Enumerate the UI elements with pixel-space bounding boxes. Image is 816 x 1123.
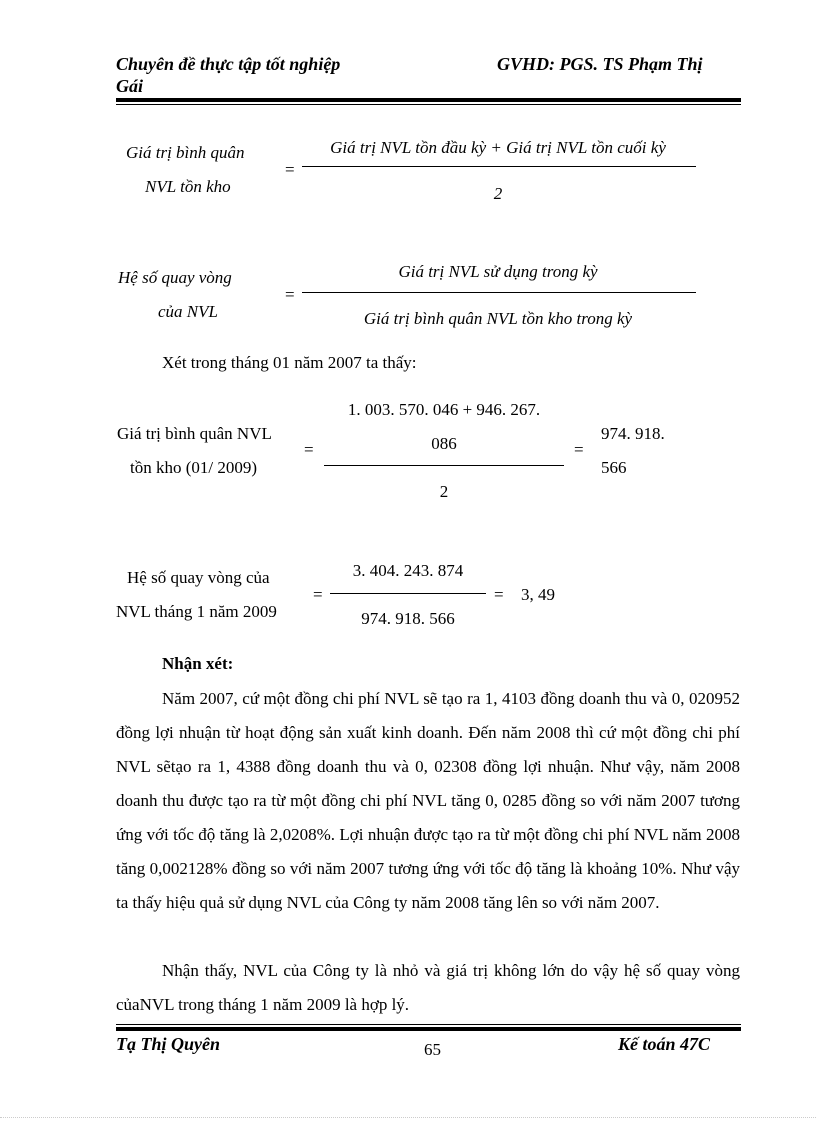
calc2-numerator: 3. 404. 243. 874: [352, 561, 464, 580]
intro-text: Xét trong tháng 01 năm 2007 ta thấy:: [162, 353, 417, 372]
formula1-equals: =: [285, 160, 295, 179]
header-title-continued: Gái: [116, 76, 143, 96]
formula1-fraction-bar: [302, 166, 696, 167]
calc2-result: 3, 49: [521, 585, 555, 604]
calc2-denominator: 974. 918. 566: [361, 609, 455, 628]
calc1-label-line1: Giá trị bình quân NVL: [117, 424, 272, 443]
calc2-equals-right: =: [494, 585, 504, 604]
footer-rule-thick: [116, 1027, 741, 1031]
formula2-denominator: Giá trị bình quân NVL tồn kho trong kỳ: [363, 309, 633, 328]
footer-class: Kế toán 47C: [618, 1034, 711, 1054]
calc1-result-line1: 974. 918.: [601, 424, 665, 443]
calc1-equals-right: =: [574, 440, 584, 459]
calc1-equals-left: =: [304, 440, 314, 459]
header-rule-thick: [116, 98, 741, 102]
calc1-label-line2: tồn kho (01/ 2009): [130, 458, 258, 477]
formula1-label-line2: NVL tồn kho: [145, 177, 231, 196]
formula2-label-line1: Hệ số quay vòng: [118, 268, 232, 287]
remark-paragraph-1: [116, 682, 740, 920]
header-supervisor: GVHD: PGS. TS Phạm Thị: [497, 54, 703, 74]
header-title: Chuyên đề thực tập tốt nghiệp: [116, 54, 341, 74]
formula2-fraction-bar: [302, 292, 696, 293]
formula2-label-line2: của NVL: [158, 302, 218, 321]
formula2-numerator: Giá trị NVL sử dụng trong kỳ: [398, 262, 598, 281]
calc2-label-line2: NVL tháng 1 năm 2009: [116, 602, 277, 621]
remark-paragraph-1-text: Năm 2007, cứ một đồng chi phí NVL sẽ tạo ra 1, 4103 đồng doanh thu và 0, 020952 đồng lợi nhuận từ hoạt động sản xuất kinh doanh. Đến năm 2008 thì cứ một đồng chi phí NVL sẽtạo ra 1, 4388 đồng doanh thu và 0, 02308 đồng lợi nhuận. Như vậy, năm 2008 doanh thu được tạo ra từ một đồng chi phí NVL tăng 0, 0285 đồng so với năm 2007 tương ứng với tốc độ tăng là 2,0208%. Lợi nhuận được tạo ra từ một đồng chi phí NVL năm 2008 tăng 0,002128% đồng so với năm 2007 tương ứng với tốc độ tăng là khoảng 10%. Như vậy ta thấy hiệu quả sử dụng NVL của Công ty năm 2008 tăng lên so với năm 2007.: [116, 689, 740, 912]
header-rule-thin: [116, 104, 741, 105]
formula2-equals: =: [285, 285, 295, 304]
formula1-label-line1: Giá trị bình quân: [126, 143, 245, 162]
page-number: 65: [424, 1040, 441, 1059]
calc1-result-line2: 566: [601, 458, 627, 477]
calc2-fraction-bar: [330, 593, 486, 594]
remark-paragraph-2: [116, 954, 740, 1022]
calc1-numerator-line1: 1. 003. 570. 046 + 946. 267.: [347, 400, 541, 419]
calc1-numerator-line2: 086: [431, 434, 457, 453]
remark-paragraph-2-text: Nhận thấy, NVL của Công ty là nhỏ và giá trị không lớn do vậy hệ số quay vòng củaNVL trong tháng 1 năm 2009 là hợp lý.: [116, 961, 740, 1014]
page-bottom-edge: [0, 1117, 816, 1118]
formula1-denominator: 2: [493, 184, 503, 203]
remark-heading: Nhận xét:: [162, 654, 234, 673]
formula1-numerator: Giá trị NVL tồn đầu kỳ + Giá trị NVL tồn cuối kỳ: [330, 138, 666, 157]
calc1-denominator: 2: [439, 482, 449, 501]
calc2-equals-left: =: [313, 585, 323, 604]
footer-author: Tạ Thị Quyên: [116, 1034, 221, 1054]
calc1-fraction-bar: [324, 465, 564, 466]
footer-rule-thin: [116, 1024, 741, 1025]
calc2-label-line1: Hệ số quay vòng của: [127, 568, 270, 587]
